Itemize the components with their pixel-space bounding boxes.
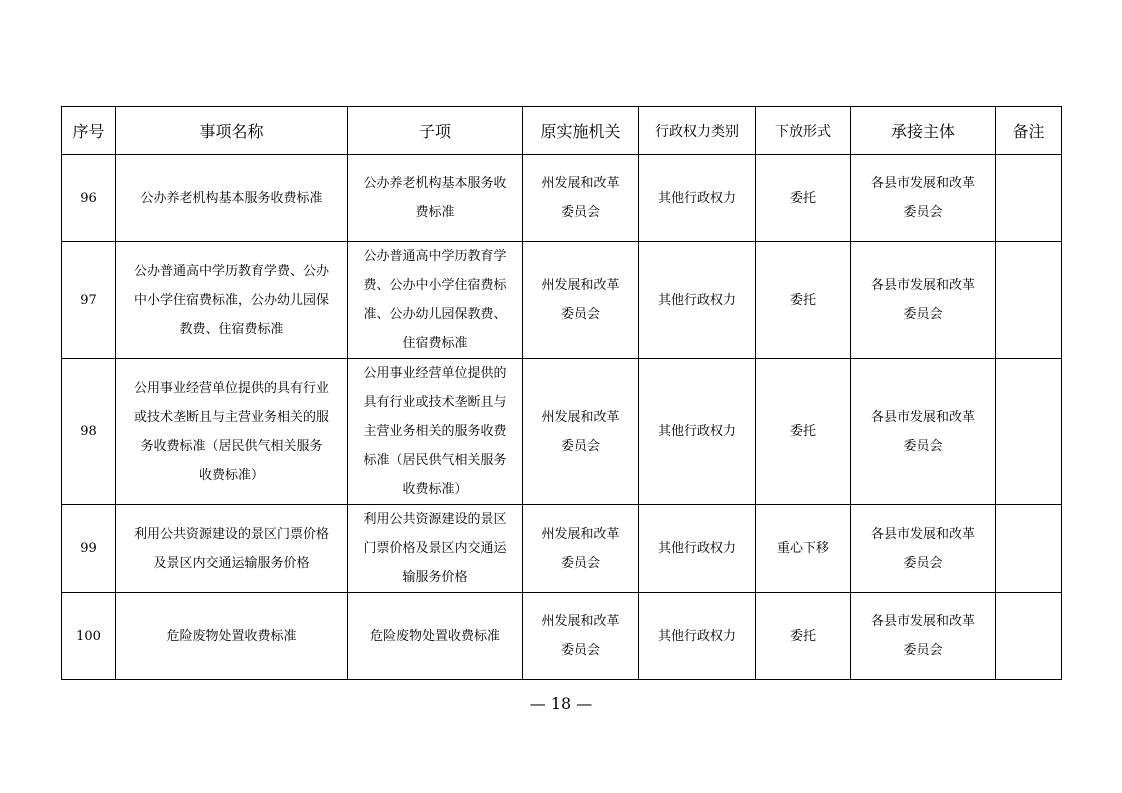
row-sub-item: 危险废物处置收费标准 xyxy=(369,628,500,644)
header-note: 备注 xyxy=(996,107,1062,155)
row-delegation-form: 重心下移 xyxy=(756,505,851,593)
table-row xyxy=(62,593,1062,680)
row-sub-item: 公办普通高中学历教育学 费、公办中小学住宿费标 准、公办幼儿园保教费、 住宿费标准 xyxy=(363,249,507,351)
row-receiver: 各县市发展和改革 委员会 xyxy=(870,278,975,322)
row-delegation-form: 委托 xyxy=(756,359,851,505)
row-note xyxy=(996,359,1062,505)
row-item-name: 公办养老机构基本服务收费标准 xyxy=(140,190,323,206)
row-power-category: 其他行政权力 xyxy=(639,242,756,359)
row-receiver: 各县市发展和改革 委员会 xyxy=(870,526,975,571)
row-note xyxy=(996,242,1062,359)
delegation-table xyxy=(61,106,1062,680)
row-serial: 98 xyxy=(62,359,116,505)
row-item-name: 危险废物处置收费标准 xyxy=(166,628,297,644)
row-power-category: 其他行政权力 xyxy=(639,359,756,505)
page-number: — 18 — xyxy=(529,694,593,713)
table-row xyxy=(62,505,1062,593)
row-delegation-form: 委托 xyxy=(756,155,851,242)
row-original-agency: 州发展和改革 委员会 xyxy=(541,614,620,658)
table-row xyxy=(62,242,1062,359)
row-sub-item: 公办养老机构基本服务收 费标准 xyxy=(363,176,507,220)
row-original-agency: 州发展和改革 委员会 xyxy=(541,176,620,220)
row-item-name: 公办普通高中学历教育学费、公办 中小学住宿费标准，公办幼儿园保 教费、住宿费标准 xyxy=(133,263,329,337)
row-sub-item: 公用事业经营单位提供的 具有行业或技术垄断且与 主营业务相关的服务收费 标准（居民供气相关服务 收费标准） xyxy=(363,366,507,497)
table-row xyxy=(62,359,1062,505)
header-serial: 序号 xyxy=(62,107,116,155)
row-power-category: 其他行政权力 xyxy=(639,593,756,680)
row-note xyxy=(996,505,1062,593)
row-serial: 96 xyxy=(62,155,116,242)
row-original-agency: 州发展和改革 委员会 xyxy=(541,526,620,571)
row-item-name: 公用事业经营单位提供的具有行业 或技术垄断且与主营业务相关的服 务收费标准（居民供气相关服务 收费标准） xyxy=(133,380,329,483)
row-power-category: 其他行政权力 xyxy=(639,505,756,593)
row-note xyxy=(996,593,1062,680)
row-serial: 100 xyxy=(62,593,116,680)
row-receiver: 各县市发展和改革 委员会 xyxy=(870,409,975,454)
header-item-name: 事项名称 xyxy=(116,107,348,155)
row-item-name: 利用公共资源建设的景区门票价格 及景区内交通运输服务价格 xyxy=(133,526,329,571)
header-delegation-form: 下放形式 xyxy=(756,107,851,155)
row-delegation-form: 委托 xyxy=(756,593,851,680)
row-power-category: 其他行政权力 xyxy=(639,155,756,242)
table-row xyxy=(62,155,1062,242)
table-header-row xyxy=(62,107,1062,155)
header-sub-item: 子项 xyxy=(348,107,523,155)
header-original-agency: 原实施机关 xyxy=(523,107,639,155)
row-original-agency: 州发展和改革 委员会 xyxy=(541,278,620,322)
header-power-category: 行政权力类别 xyxy=(639,107,756,155)
row-delegation-form: 委托 xyxy=(756,242,851,359)
row-serial: 99 xyxy=(62,505,116,593)
header-receiver: 承接主体 xyxy=(851,107,996,155)
row-serial: 97 xyxy=(62,242,116,359)
row-sub-item: 利用公共资源建设的景区 门票价格及景区内交通运 输服务价格 xyxy=(363,512,507,585)
row-receiver: 各县市发展和改革 委员会 xyxy=(870,176,975,220)
row-note xyxy=(996,155,1062,242)
row-receiver: 各县市发展和改革 委员会 xyxy=(870,614,975,658)
row-original-agency: 州发展和改革 委员会 xyxy=(541,409,620,454)
